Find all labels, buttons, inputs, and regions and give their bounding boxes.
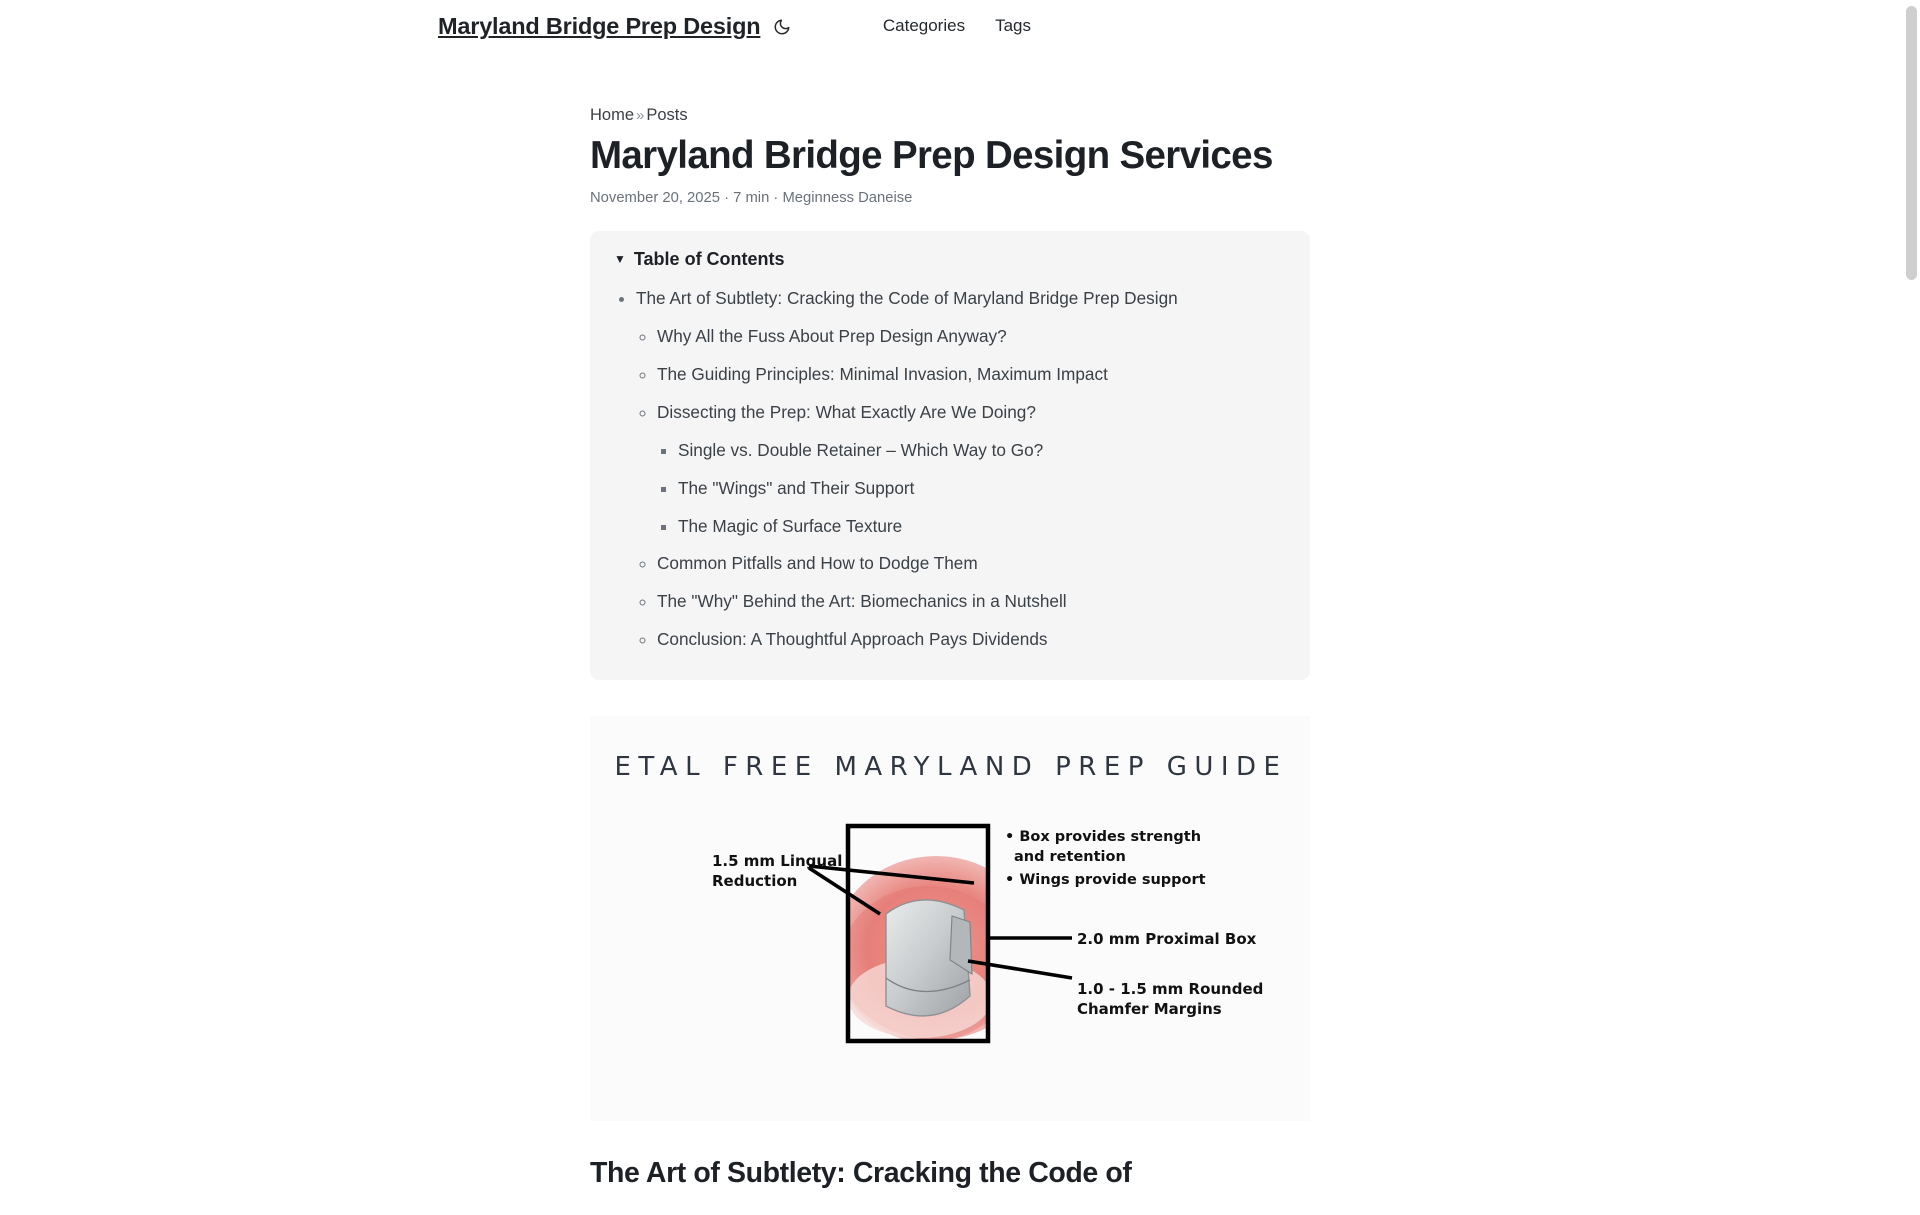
toc-link[interactable]: Why All the Fuss About Prep Design Anyway? [657,326,1007,347]
toc-item [678,469,1286,507]
breadcrumb-separator: » [636,107,645,124]
label-chamfer-line2: Chamfer Margins [1077,999,1222,1018]
toc-link[interactable]: The "Why" Behind the Art: Biomechanics in a Nutshell [657,591,1067,612]
label-wings-support: • Wings provide support [1005,871,1206,888]
toc-item [657,356,1286,394]
breadcrumb [590,104,1310,127]
toc-list-level-3 [657,432,1286,546]
site-header [0,0,1920,59]
toc-item [678,432,1286,470]
toc-link[interactable]: Conclusion: A Thoughtful Approach Pays Dividends [657,629,1048,650]
post-meta: November 20, 2025 · 7 min · Meginness Daneise [590,190,913,207]
section-heading: The Art of Subtlety: Cracking the Code of [590,1156,1132,1189]
toc-item [678,507,1286,545]
moon-icon[interactable] [772,17,792,37]
site-title-link[interactable]: Maryland Bridge Prep Design [438,13,761,39]
toc-link[interactable]: Single vs. Double Retainer – Which Way to Go? [678,439,1044,460]
label-lingual-reduction-line2: Reduction [712,871,798,890]
brand [438,12,792,40]
toc-link[interactable]: The Magic of Surface Texture [678,515,903,536]
toc-link[interactable]: Dissecting the Prep: What Exactly Are We Doing? [657,401,1036,422]
scrollbar[interactable] [1903,0,1920,1080]
label-box-strength-line1: • Box provides strength [1005,828,1202,845]
toc-list-level-1 [614,280,1286,659]
nav-link-tags[interactable]: Tags [995,16,1031,35]
toc-item [657,583,1286,621]
breadcrumb-home[interactable]: Home [590,106,635,124]
toc-item [657,621,1286,659]
label-box-strength-line2: and retention [1014,848,1126,865]
featured-image-banner-title: ETAL FREE MARYLAND PREP GUIDE [614,751,1288,782]
main-nav [883,15,1920,37]
toc-link[interactable]: The Art of Subtlety: Cracking the Code of Maryland Bridge Prep Design [636,288,1178,309]
toc-list-level-2 [636,318,1286,659]
label-chamfer-line1: 1.0 - 1.5 mm Rounded [1077,979,1264,998]
toc-item [657,545,1286,583]
scrollbar-thumb[interactable] [1906,6,1917,280]
toc-link[interactable]: The "Wings" and Their Support [678,477,915,498]
featured-image [590,716,1310,1121]
chevron-down-icon: ▼ [614,251,626,266]
main-content [590,104,1310,1215]
toc-link[interactable]: The Guiding Principles: Minimal Invasion, Maximum Impact [657,364,1108,384]
breadcrumb-posts[interactable]: Posts [646,106,688,124]
toc-link[interactable]: Common Pitfalls and How to Dodge Them [657,553,978,574]
label-proximal-box: 2.0 mm Proximal Box [1077,929,1257,948]
page-title: Maryland Bridge Prep Design Services [590,134,1273,178]
nav-link-categories[interactable]: Categories [882,16,966,35]
toc-item [657,318,1286,356]
toc-item [636,280,1286,659]
label-lingual-reduction-line1: 1.5 mm Lingual [712,851,843,870]
table-of-contents [590,231,1310,680]
prep-diagram [590,716,1310,1121]
toc-toggle[interactable] [614,249,1286,270]
toc-heading: Table of Contents [633,249,785,270]
toc-item [657,394,1286,546]
